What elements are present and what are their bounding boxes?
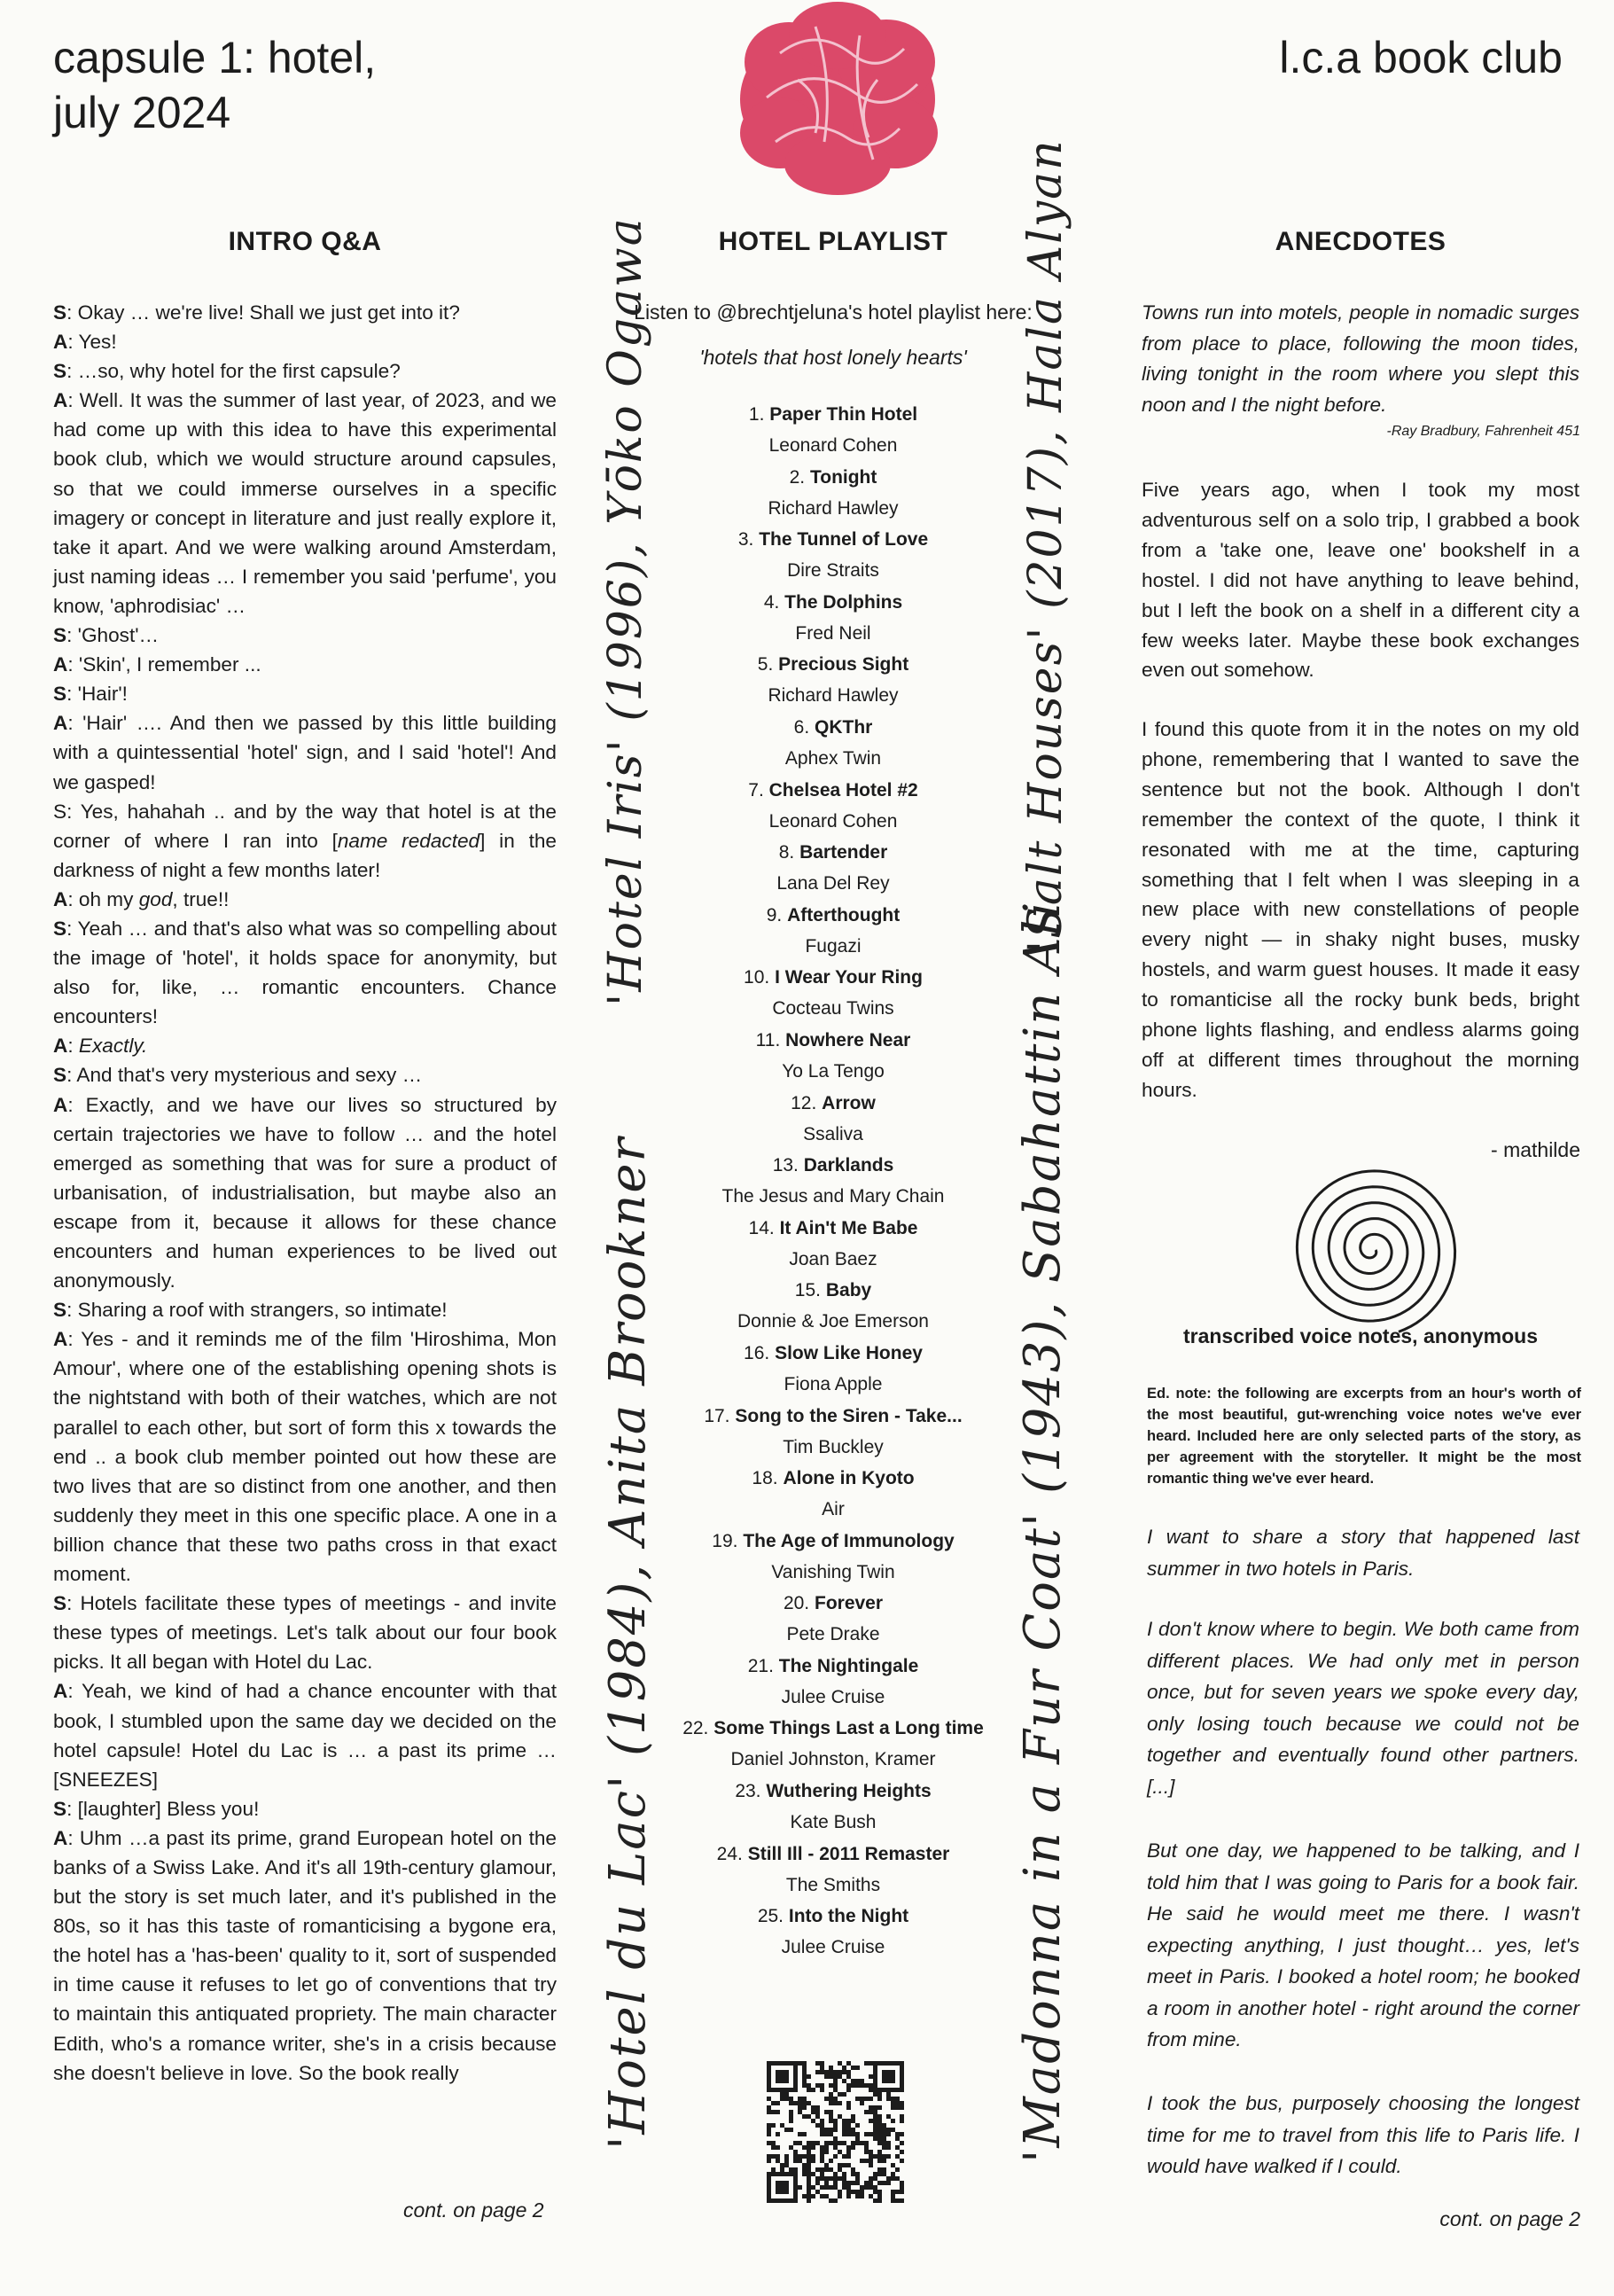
track-title: Still Ill - 2011 Remaster: [747, 1843, 950, 1864]
track-title: The Tunnel of Love: [759, 529, 929, 551]
track-artist: Leonard Cohen: [768, 435, 898, 456]
playlist-track: [620, 1776, 1046, 1839]
track-artist: The Smiths: [785, 1874, 881, 1895]
qa-line: A: Yeah, we kind of had a chance encounter with that book, I stumbled upon the same day we decided on the hotel capsule! Hotel du Lac is … a past its prime … [SNEEZES]: [53, 1680, 557, 1791]
track-title: Forever: [815, 1593, 884, 1614]
track-artist: Kate Bush: [790, 1812, 877, 1833]
track-artist: Fred Neil: [795, 622, 871, 644]
flower-illustration: [727, 0, 948, 199]
track-number: 1.: [748, 404, 765, 425]
track-number: 21.: [747, 1655, 774, 1676]
track-title: It Ain't Me Babe: [779, 1217, 918, 1238]
track-title: Baby: [825, 1280, 872, 1301]
track-title: I Wear Your Ring: [775, 967, 923, 988]
playlist-track: [620, 587, 1046, 650]
spiral-illustration: [1283, 1161, 1461, 1339]
track-artist: Leonard Cohen: [768, 810, 898, 832]
track-artist: Ssaliva: [803, 1123, 863, 1144]
playlist-track: [620, 1088, 1046, 1151]
playlist-track: [620, 962, 1046, 1025]
track-title: Song to the Siren - Take...: [735, 1405, 963, 1426]
track-artist: Daniel Johnston, Kramer: [730, 1749, 936, 1770]
track-artist: Vanishing Twin: [771, 1561, 895, 1582]
qa-line: S: Hotels facilitate these types of meetings - and invite these types of meetings. Let's talk about our four book picks. It all began with Hotel du Lac.: [53, 1592, 557, 1674]
intro-continued-note: cont. on page 2: [403, 2198, 544, 2222]
track-title: The Age of Immunology: [743, 1530, 955, 1551]
track-title: Arrow: [822, 1092, 876, 1113]
anecdote-paragraph-2: I found this quote from it in the notes on my old phone, remembering that I wanted to save the sentence but not the book. Although I don't remember the context of the quote, I think it resonated with me at the time, capturing something that I felt when I was sleeping in a new place with new constellations of people every night — in shaky night buses, musky hostels, and warm guest houses. It made it easy to romanticise all the rocky bunk beds, bright phone lights flashing, and endless alarms going off at different times throughout the morning hours.: [1142, 718, 1579, 1101]
track-number: 17.: [704, 1405, 730, 1426]
qa-line: A: Yes!: [53, 331, 117, 354]
book-title-hotel-du-lac: 'Hotel du Lac' (1984), Anita Brookner: [599, 1136, 657, 2150]
intro-heading: INTRO Q&A: [228, 227, 382, 256]
playlist-track: [620, 1651, 1046, 1714]
playlist-track: [620, 649, 1046, 712]
track-artist: Aphex Twin: [784, 747, 882, 769]
playlist-track: [620, 1463, 1046, 1526]
track-title: Precious Sight: [778, 654, 909, 676]
track-number: 18.: [752, 1468, 778, 1489]
playlist-track: [620, 1213, 1046, 1276]
qa-line: A: 'Skin', I remember ...: [53, 653, 261, 676]
track-number: 12.: [791, 1092, 817, 1113]
voice-notes-heading: transcribed voice notes, anonymous: [1182, 1324, 1539, 1347]
track-title: Afterthought: [787, 904, 901, 925]
qa-line: A: 'Hair' …. And then we passed by this little building with a quintessential 'hotel' sign, and I said 'hotel'! And we gasped!: [53, 712, 557, 793]
playlist-track: [620, 1275, 1046, 1338]
track-artist: Yo La Tengo: [782, 1060, 885, 1082]
qa-line: S: Sharing a roof with strangers, so intimate!: [53, 1299, 448, 1322]
track-artist: Joan Baez: [789, 1248, 877, 1269]
qa-line: S: …so, why hotel for the first capsule?: [53, 360, 401, 383]
track-artist: Richard Hawley: [768, 497, 899, 519]
anecdote-signature: - mathilde: [1491, 1138, 1580, 1161]
track-number: 7.: [748, 779, 764, 800]
track-number: 19.: [712, 1530, 738, 1551]
qa-line: S: 'Ghost'…: [53, 624, 160, 647]
qa-line: S: Yes, hahahah .. and by the way that hotel is at the corner of where I ran into [name redacted] in the darkness of night a few months later!: [53, 800, 557, 881]
story-paragraph-3: But one day, we happened to be talking, and I told him that I was going to Paris for a book fair. He said he would meet me there. I wasn't expecting anything, I just thought… yes, let's meet in Paris. I booked a hotel room; he booked a room in another hotel - right around the corner from mine.: [1147, 1839, 1579, 2050]
playlist-track: [620, 1338, 1046, 1401]
track-number: 6.: [793, 716, 810, 738]
track-number: 4.: [763, 591, 780, 613]
track-title: Bartender: [799, 842, 888, 863]
track-title: Paper Thin Hotel: [769, 404, 918, 425]
track-artist: Cocteau Twins: [772, 998, 894, 1019]
track-number: 8.: [778, 842, 795, 863]
playlist-tracks: [620, 399, 1046, 1964]
playlist-track: [620, 399, 1046, 462]
track-number: 3.: [737, 529, 754, 551]
qa-line: A: Exactly, and we have our lives so structured by certain trajectories we have to follow … and the hotel emerged as something that was for sure a product of urbanisation, of industrialisation, but maybe also an escape from it, because it allows for these chance encounters and human experiences to be lived out anonymously.: [53, 1093, 557, 1292]
book-title-hotel-iris: 'Hotel Iris' (1996), Yōko Ogawa: [599, 216, 652, 1006]
track-artist: Julee Cruise: [781, 1686, 885, 1707]
track-artist: Air: [822, 1499, 845, 1520]
playlist-track: [620, 1401, 1046, 1464]
editor-note: Ed. note: the following are excerpts from an hour's worth of the most beautiful, gut-wrenching voice notes we've ever heard. Included here are only selected parts of the story, as per agreement with the storyteller. It might be the most romantic thing we've ever heard.: [1147, 1386, 1581, 1487]
playlist-track: [620, 1588, 1046, 1651]
qa-line: S: 'Hair'!: [53, 683, 128, 706]
playlist-track: [620, 1150, 1046, 1213]
track-title: Tonight: [809, 466, 877, 488]
playlist-track: [620, 1025, 1046, 1088]
anecdotes-heading: ANECDOTES: [1275, 227, 1446, 256]
track-artist: The Jesus and Mary Chain: [721, 1186, 945, 1207]
track-title: Into the Night: [788, 1906, 909, 1927]
bradbury-quote: Towns run into motels, people in nomadic surges from place to place, following the moon tides, living tonight in the room where you slept this noon and I the night before.: [1142, 301, 1579, 417]
qr-code[interactable]: [767, 2061, 904, 2203]
track-title: Some Things Last a Long time: [713, 1718, 984, 1739]
qa-line: S: And that's very mysterious and sexy …: [53, 1064, 423, 1087]
track-number: 23.: [735, 1781, 761, 1802]
qa-line: S: [laughter] Bless you!: [53, 1797, 260, 1820]
track-number: 2.: [789, 466, 806, 488]
book-club-name: l.c.a book club: [1279, 33, 1563, 82]
playlist-track: [620, 1713, 1046, 1776]
track-title: Darklands: [803, 1155, 894, 1176]
track-number: 5.: [757, 654, 774, 676]
playlist-heading: HOTEL PLAYLIST: [718, 227, 948, 256]
track-number: 22.: [682, 1718, 709, 1739]
qa-line: A: Uhm …a past its prime, grand European hotel on the banks of a Swiss Lake. And it's all 19th-century glamour, but the story is set much later, and it's published in the 80s, so it has this taste of romanticising a bygone era, the hotel has a 'has-been' quality to it, sort of suspended in time cause it refuses to let go of conventions that try to maintain this antiquated propriety. The main character Edith, who's a romance writer, she's in a crisis because she doesn't believe in love. So the book really: [53, 1826, 557, 2084]
playlist-track: [620, 1901, 1046, 1964]
track-title: The Dolphins: [784, 591, 903, 613]
book-title-salt-houses: 'Salt Houses' (2017), Hala Alyan: [1019, 138, 1072, 953]
playlist-name: 'hotels that host lonely hearts': [699, 346, 967, 369]
playlist-track: [620, 1526, 1046, 1589]
track-artist: Julee Cruise: [781, 1937, 885, 1958]
track-number: 24.: [716, 1843, 743, 1864]
track-artist: Tim Buckley: [783, 1436, 884, 1457]
track-title: The Nightingale: [778, 1655, 919, 1676]
qa-line: S: Okay … we're live! Shall we just get into it?: [53, 301, 460, 324]
track-number: 14.: [748, 1217, 775, 1238]
qa-line: A: Yes - and it reminds me of the film 'Hiroshima, Mon Amour', where one of the establishing opening shots is the nightstand with both of their watches, which are not parallel to each other, but sort of form this x towards the end .. a book club member pointed out how these are two lives that are so distinct from one another, and then suddenly they meet in this one specific place. A one in a billion chance that these two paths cross in that exact moment.: [53, 1328, 557, 1586]
track-number: 13.: [772, 1155, 799, 1176]
playlist-intro: Listen to @brechtjeluna's hotel playlist here:: [634, 301, 1033, 324]
qa-line: A: Well. It was the summer of last year, of 2023, and we had come up with this idea to have this experimental book club, which we would structure around capsules, so that we could immerse ourselves in a specific imagery or concept in literature and just really explore it, take it apart. And we were walking around Amsterdam, just naming ideas … I remember you said 'perfume', you know, 'aphrodisiac' …: [53, 389, 557, 617]
track-artist: Lana Del Rey: [776, 873, 890, 894]
story-paragraph-1: I want to share a story that happened last summer in two hotels in Paris.: [1147, 1526, 1579, 1580]
playlist-track: [620, 900, 1046, 963]
qa-line: A: oh my god, true!!: [53, 887, 230, 910]
playlist-track: [620, 524, 1046, 587]
story-paragraph-2: I don't know where to begin. We both came from different places. We had only met in person once, but for seven years we spoke every day, only losing touch because we could not be together and eventually found other partners. [...]: [1147, 1618, 1579, 1798]
intro-qa-text: [53, 298, 557, 2088]
track-title: QKThr: [815, 716, 873, 738]
track-number: 9.: [766, 904, 783, 925]
qa-line: A: Exactly.: [53, 1035, 148, 1058]
playlist-track: [620, 712, 1046, 775]
book-title-madonna: 'Madonna in a Fur Coat' (1943), Sabahattin Ali: [1014, 900, 1072, 2163]
track-number: 10.: [744, 967, 770, 988]
playlist-track: [620, 837, 1046, 900]
anecdote-paragraph-1: Five years ago, when I took my most adventurous self on a solo trip, I grabbed a book from a 'take one, leave one' bookshelf in a hostel. I did not have anything to leave behind, but I left the book on a shelf in a different city a few weeks later. Maybe these book exchanges even out somehow.: [1142, 479, 1579, 682]
track-title: Nowhere Near: [785, 1029, 911, 1050]
story-paragraph-4: I took the bus, purposely choosing the longest time for me to travel from this life to Paris life. I would have walked if I could.: [1147, 2092, 1579, 2177]
track-title: Alone in Kyoto: [783, 1468, 915, 1489]
playlist-track: [620, 462, 1046, 525]
qa-line: S: Yeah … and that's also what was so compelling about the image of 'hotel', it holds space for anonymity, but also for, like, … romantic encounters. Chance encounters!: [53, 917, 557, 1028]
track-number: 15.: [794, 1280, 821, 1301]
anecdotes-continued-note: cont. on page 2: [1439, 2207, 1580, 2230]
track-title: Chelsea Hotel #2: [768, 779, 918, 800]
playlist-track: [620, 775, 1046, 838]
track-number: 20.: [783, 1593, 810, 1614]
track-number: 16.: [744, 1342, 770, 1363]
track-artist: Dire Straits: [787, 560, 879, 582]
capsule-title: capsule 1: hotel, july 2024: [53, 33, 377, 137]
track-title: Wuthering Heights: [766, 1781, 932, 1802]
track-number: 11.: [755, 1029, 781, 1050]
track-artist: Richard Hawley: [768, 685, 899, 707]
track-artist: Fiona Apple: [784, 1373, 883, 1394]
quote-source: -Ray Bradbury, Fahrenheit 451: [1386, 424, 1580, 439]
track-artist: Fugazi: [805, 935, 862, 957]
track-artist: Pete Drake: [786, 1624, 880, 1645]
track-number: 25.: [757, 1906, 784, 1927]
playlist-track: [620, 1839, 1046, 1902]
track-title: Slow Like Honey: [775, 1342, 923, 1363]
track-artist: Donnie & Joe Emerson: [737, 1311, 929, 1332]
